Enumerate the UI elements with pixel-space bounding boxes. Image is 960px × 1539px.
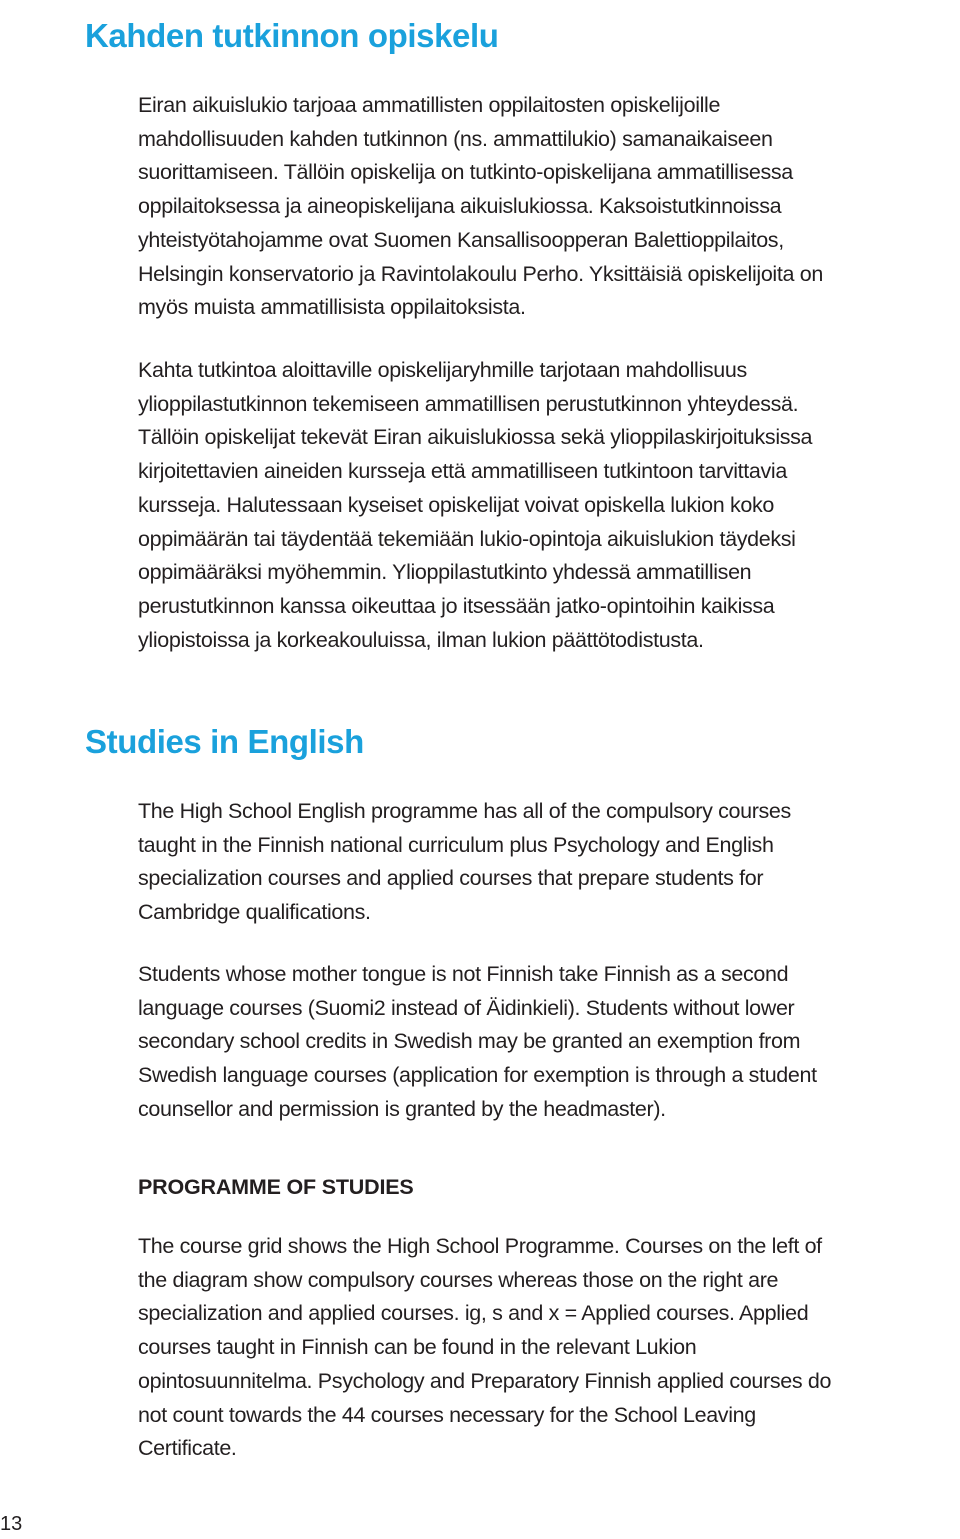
- text-line: Eiran aikuislukio tarjoaa ammatillisten oppilaitosten opiskelijoille: [138, 93, 721, 117]
- text-line: perustutkinnon kanssa oikeuttaa jo itsessään jatko-opintoihin kaikissa: [138, 593, 775, 618]
- text-line: Swedish language courses (application for exemption is through a student: [138, 1063, 817, 1088]
- text-line: Tällöin opiskelijat tekevät Eiran aikuislukiossa sekä ylioppilaskirjoituksissa: [138, 425, 813, 450]
- text-line: secondary school credits in Swedish may be granted an exemption from: [138, 1029, 801, 1054]
- text-line: not count towards the 44 courses necessary for the School Leaving: [138, 1402, 756, 1427]
- text-line: Kahta tutkintoa aloittaville opiskelijaryhmille tarjotaan mahdollisuus: [138, 358, 747, 382]
- text-line: oppimäärän tai täydentää tekemiään lukio-opintoja aikuislukion täydeksi: [138, 526, 796, 551]
- text-line: Students whose mother tongue is not Finnish take Finnish as a second: [138, 962, 789, 986]
- text-line: specialization courses and applied courses that prepare students for: [138, 866, 764, 891]
- section-title-studies-in-english: Studies in English: [85, 723, 364, 760]
- text-line: specialization and applied courses. ig, s and x = Applied courses. Applied: [138, 1301, 809, 1326]
- section-title-kahden-tutkinnon: Kahden tutkinnon opiskelu: [85, 17, 499, 54]
- paragraph-en-1: [138, 795, 938, 930]
- text-line: yhteistyötahojamme ovat Suomen Kansallisoopperan Balettioppilaitos,: [138, 227, 784, 252]
- text-line: counsellor and permission is granted by the headmaster).: [138, 1096, 666, 1121]
- text-line: Cambridge qualifications.: [138, 900, 371, 925]
- paragraph-en-2: [138, 958, 938, 1127]
- text-line: myös muista ammatillisista oppilaitoksista.: [138, 295, 526, 320]
- paragraph-programme: [138, 1230, 938, 1466]
- text-line: The High School English programme has all of the compulsory courses: [138, 799, 791, 823]
- page-number: 13: [0, 1513, 23, 1535]
- text-line: kursseja. Halutessaan kyseiset opiskelijat voivat opiskella lukion koko: [138, 492, 775, 517]
- text-line: kirjoitettavien aineiden kursseja että ammatilliseen tutkintoon tarvittavia: [138, 459, 787, 484]
- paragraph-fi-2: [138, 354, 938, 657]
- text-line: Helsingin konservatorio ja Ravintolakoulu Perho. Yksittäisiä opiskelijoita on: [138, 261, 823, 286]
- text-line: Certificate.: [138, 1436, 237, 1461]
- text-line: oppimääräksi myöhemmin. Ylioppilastutkinto yhdessä ammatillisen: [138, 560, 752, 585]
- text-line: oppilaitoksessa ja aineopiskelijana aikuislukiossa. Kaksoistutkinnoissa: [138, 194, 782, 219]
- text-line: opintosuunnitelma. Psychology and Preparatory Finnish applied courses do: [138, 1368, 832, 1393]
- text-line: the diagram show compulsory courses whereas those on the right are: [138, 1267, 779, 1292]
- text-line: The course grid shows the High School Programme. Courses on the left of: [138, 1234, 822, 1258]
- paragraph-fi-1: [138, 89, 938, 325]
- text-line: mahdollisuuden kahden tutkinnon (ns. ammattilukio) samanaikaiseen: [138, 126, 773, 151]
- text-line: ylioppilastutkinnon tekemiseen ammatillisen perustutkinnon yhteydessä.: [138, 391, 799, 416]
- text-line: yliopistoissa ja korkeakouluissa, ilman lukion päättötodistusta.: [138, 627, 704, 652]
- text-line: courses taught in Finnish can be found in the relevant Lukion: [138, 1335, 697, 1360]
- text-line: suorittamiseen. Tällöin opiskelija on tutkinto-opiskelijana ammatillisessa: [138, 160, 793, 185]
- text-line: language courses (Suomi2 instead of Äidinkieli). Students without lower: [138, 995, 795, 1020]
- text-line: taught in the Finnish national curriculum plus Psychology and English: [138, 832, 774, 857]
- programme-of-studies-subheading: PROGRAMME OF STUDIES: [138, 1175, 414, 1199]
